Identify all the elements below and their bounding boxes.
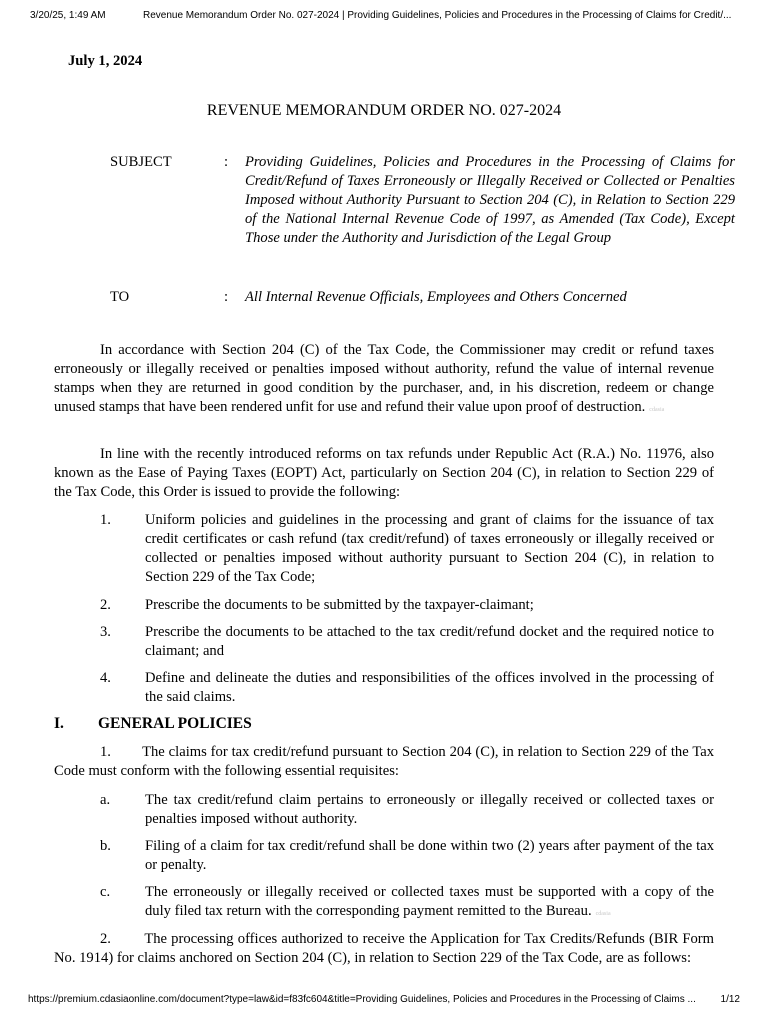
paragraph-processing-offices: 2. The processing offices authorized to receive the Application for Tax Credits/Refunds (BIR Form No. 1914) for claims anchored on Section 204 (C), in relation to Section 229 of the Tax Code, are as follows:: [54, 931, 714, 966]
alpha-item-text: The tax credit/refund claim pertains to erroneously or illegally received or collected taxes or penalties imposed without authority.: [145, 792, 714, 827]
list-item-number: 3.: [100, 624, 111, 640]
order-title: REVENUE MEMORANDUM ORDER NO. 027-2024: [206, 102, 562, 119]
subject-label: SUBJECT: [110, 154, 172, 170]
alpha-item-text: Filing of a claim for tax credit/refund shall be done within two (2) years after payment of the tax or penalty.: [145, 838, 714, 873]
to-colon: :: [224, 289, 229, 305]
alpha-item-letter: c.: [100, 884, 111, 900]
list-item-number: 1.: [100, 512, 111, 528]
list-item-text: Prescribe the documents to be submitted by the taxpayer-claimant;: [145, 597, 534, 613]
document-date: July 1, 2024: [68, 53, 143, 69]
list-item-text: Prescribe the documents to be attached to the tax credit/refund docket and the required notice to claimant; and: [145, 624, 714, 659]
subject-colon: :: [224, 154, 229, 170]
subject-text: Providing Guidelines, Policies and Procedures in the Processing of Claims for Credit/Refund of Taxes Erroneously or Illegally Received or Collected or Penalties Imposed without Authority Pursuant to Section 204 (C), in Relation to Section 229 of the National Internal Revenue Code of 1997, as Amended (Tax Code), Except Those under the Authority and Jurisdiction of the Legal Group: [245, 154, 735, 246]
browser-print-footer: [28, 994, 740, 1005]
list-item-text: Uniform policies and guidelines in the processing and grant of claims for the issuance of tax credit certificates or cash refund (tax credit/refund) of taxes erroneously or illegally received or collected or penalties imposed without authority pursuant to Section 204 (C), in relation to Section 229 of the Tax Code;: [145, 512, 714, 585]
section-title: GENERAL POLICIES: [98, 715, 252, 732]
list-item-text: Define and delineate the duties and responsibilities of the offices involved in the processing of the said claims.: [145, 670, 714, 705]
print-url: https://premium.cdasiaonline.com/document?type=law&id=f83fc604&title=Providing Guidelines, Policies and Procedures in the Processing of Claims ...: [28, 994, 696, 1005]
alpha-item-letter: a.: [100, 792, 111, 808]
paragraph-reforms: In line with the recently introduced reforms on tax refunds under Republic Act (R.A.) No. 11976, also known as the Ease of Paying Taxes (EOPT) Act, particularly on Section 204 (C), in relation to Section 229 of the Tax Code, this Order is issued to provide the following:: [54, 446, 714, 500]
print-datetime: 3/20/25, 1:49 AM: [30, 10, 106, 21]
paragraph-intro: [54, 341, 714, 420]
alpha-item-text-body: The erroneously or illegally received or collected taxes must be supported with a copy of the duly filed tax return with the corresponding payment remitted to the Bureau.: [145, 884, 714, 919]
section-number: I.: [54, 715, 64, 732]
alpha-item-letter: b.: [100, 838, 111, 854]
paragraph-intro-text: In accordance with Section 204 (C) of the Tax Code, the Commissioner may credit or refund taxes erroneously or illegally received or penalties imposed without authority, refund the value of internal revenue stamps when they are returned in good condition by the purchaser, and, in his discretion, redeem or change unused stamps that have been rendered unfit for use and refund their value upon proof of destruction.: [54, 342, 714, 415]
list-item-number: 4.: [100, 670, 111, 686]
alpha-item-text: [145, 883, 714, 924]
to-label: TO: [110, 289, 130, 305]
list-item-number: 2.: [100, 597, 111, 613]
to-text: All Internal Revenue Officials, Employees and Others Concerned: [245, 289, 627, 305]
browser-print-header: [30, 10, 732, 21]
watermark-mark: cdasia: [649, 407, 665, 413]
print-page-title: Revenue Memorandum Order No. 027-2024 | Providing Guidelines, Policies and Procedures in the Processing of Claims for Credit/...: [143, 10, 732, 21]
watermark-mark: cdasia: [595, 911, 611, 917]
print-page-number: 1/12: [720, 994, 740, 1005]
paragraph-requisites: 1. The claims for tax credit/refund pursuant to Section 204 (C), in relation to Section 229 of the Tax Code must conform with the following essential requisites:: [54, 744, 714, 779]
